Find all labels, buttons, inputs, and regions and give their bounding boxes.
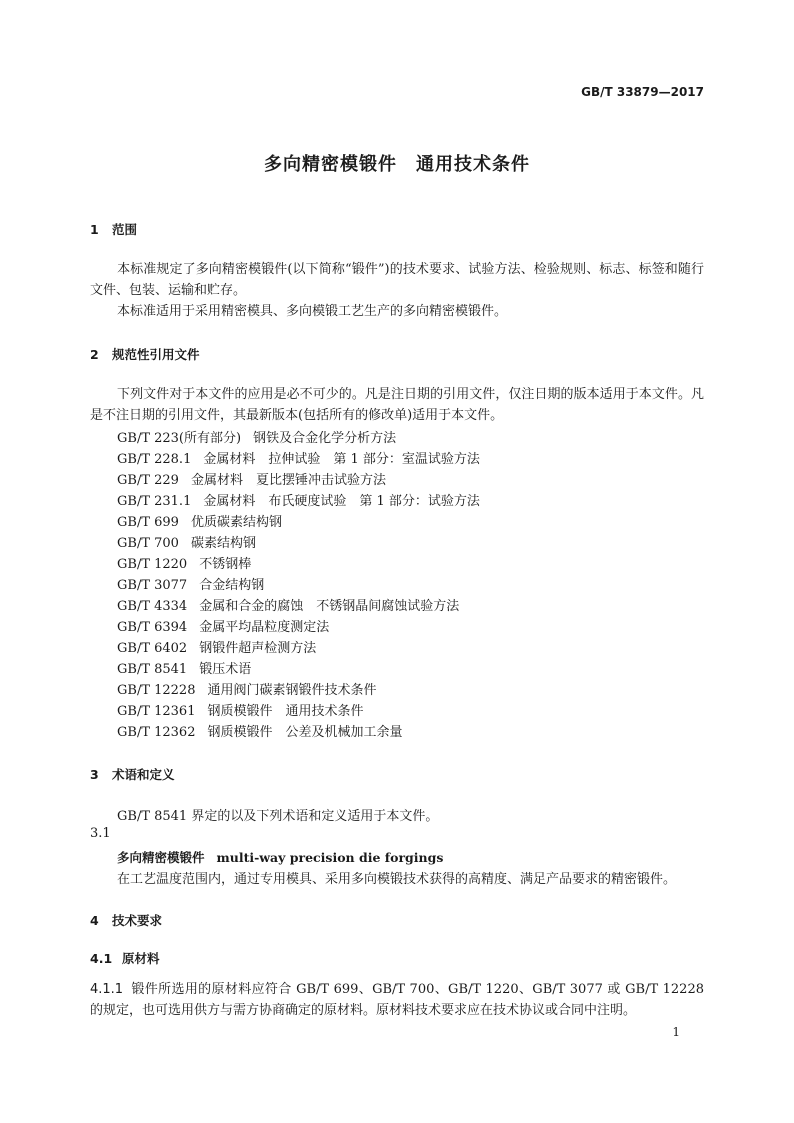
section-1-heading (90, 220, 137, 238)
section-2-heading (90, 345, 200, 363)
paragraph-text: 锻件所选用的原材料应符合 GB/T 699、GB/T 700、GB/T 1220、GB/T 3077 或 GB/T 12228 的规定，也可选用供方与需方协商确定的原材料。原材料技术要求应在技术协议或合同中注明。 (90, 982, 704, 1018)
reference-name: 锻压术语 (199, 662, 252, 677)
reference-name: 金属材料 布氏硬度试验 第 1 部分：试验方法 (203, 494, 480, 509)
reference-code: GB/T 229 (117, 473, 179, 488)
page-number: 1 (672, 1025, 680, 1039)
reference-code: GB/T 12228 (117, 683, 196, 698)
reference-item (117, 574, 264, 593)
paragraph-text: 本标准适用于采用精密模具、多向模锻工艺生产的多向精密模锻件。 (117, 304, 508, 319)
normative-intro (90, 384, 704, 426)
reference-item (117, 637, 316, 656)
section-3-heading (90, 765, 175, 783)
reference-item (117, 553, 251, 572)
reference-name: 钢铁及合金化学分析方法 (253, 431, 397, 446)
term-number: 3.1 (90, 826, 111, 841)
reference-item (117, 721, 403, 740)
reference-name: 优质碳素结构钢 (190, 515, 282, 530)
term-entry (117, 848, 443, 866)
section-number: 1 (90, 222, 99, 237)
section-4-heading (90, 911, 162, 929)
reference-code: GB/T 3077 (117, 578, 188, 593)
term-zh: 多向精密模锻件 (117, 850, 205, 865)
reference-name: 金属和合金的腐蚀 不锈钢晶间腐蚀试验方法 (199, 599, 460, 614)
section-number: 4 (90, 913, 99, 928)
reference-item (117, 490, 480, 509)
reference-item (117, 658, 251, 677)
reference-code: GB/T 228.1 (117, 452, 192, 467)
reference-code: GB/T 223(所有部分) (117, 431, 242, 446)
section-title: 原材料 (122, 951, 160, 966)
standard-code: GB/T 33879—2017 (581, 85, 704, 99)
section-number: 2 (90, 347, 99, 362)
reference-item (117, 511, 282, 530)
section-title: 术语和定义 (112, 767, 175, 782)
reference-name: 钢锻件超声检测方法 (199, 641, 317, 656)
reference-item (117, 448, 480, 467)
section-number: 4.1 (90, 951, 113, 966)
reference-code: GB/T 700 (117, 536, 179, 551)
reference-code: GB/T 699 (117, 515, 179, 530)
reference-item (117, 700, 364, 719)
reference-name: 金属材料 拉伸试验 第 1 部分：室温试验方法 (203, 452, 480, 467)
reference-item (117, 532, 256, 551)
reference-name: 不锈钢棒 (199, 557, 252, 572)
terms-intro: GB/T 8541 界定的以及下列术语和定义适用于本文件。 (117, 809, 439, 824)
section-title: 技术要求 (112, 913, 163, 928)
reference-name: 金属平均晶粒度测定法 (199, 620, 330, 635)
reference-item (117, 679, 377, 698)
term-definition: 在工艺温度范围内，通过专用模具、采用多向模锻技术获得的高精度、满足产品要求的精密锻件。 (117, 872, 677, 887)
paragraph-text: 本标准规定了多向精密模锻件(以下简称“锻件”)的技术要求、试验方法、检验规则、标志、标签和随行文件、包装、运输和贮存。 (90, 262, 704, 298)
reference-name: 金属材料 夏比摆锤冲击试验方法 (190, 473, 386, 488)
clause-number: 4.1.1 (90, 982, 124, 997)
term-en: multi-way precision die forgings (216, 850, 444, 865)
reference-name: 钢质模锻件 公差及机械加工余量 (207, 725, 403, 740)
reference-name: 碳素结构钢 (190, 536, 256, 551)
reference-code: GB/T 6394 (117, 620, 188, 635)
reference-code: GB/T 6402 (117, 641, 188, 656)
section-title: 范围 (112, 222, 138, 237)
section-number: 3 (90, 767, 99, 782)
reference-code: GB/T 4334 (117, 599, 188, 614)
reference-item (117, 427, 396, 446)
reference-name: 通用阀门碳素钢锻件技术条件 (207, 683, 377, 698)
subsection-4-1-heading (90, 949, 160, 967)
reference-item (117, 469, 386, 488)
section-title: 规范性引用文件 (112, 347, 200, 362)
reference-name: 合金结构钢 (199, 578, 265, 593)
paragraph-text: 下列文件对于本文件的应用是必不可少的。凡是注日期的引用文件，仅注日期的版本适用于本文件。凡是不注日期的引用文件，其最新版本(包括所有的修改单)适用于本文件。 (90, 387, 704, 423)
scope-paragraph-2 (90, 301, 704, 322)
scope-paragraph-1 (90, 259, 704, 301)
reference-code: GB/T 8541 (117, 662, 188, 677)
reference-code: GB/T 1220 (117, 557, 188, 572)
reference-name: 钢质模锻件 通用技术条件 (207, 704, 364, 719)
clause-4-1-1 (90, 979, 704, 1021)
reference-item (117, 616, 329, 635)
reference-code: GB/T 231.1 (117, 494, 192, 509)
reference-item (117, 595, 459, 614)
reference-code: GB/T 12362 (117, 725, 196, 740)
reference-code: GB/T 12361 (117, 704, 196, 719)
page-title: 多向精密模锻件 通用技术条件 (264, 154, 530, 175)
